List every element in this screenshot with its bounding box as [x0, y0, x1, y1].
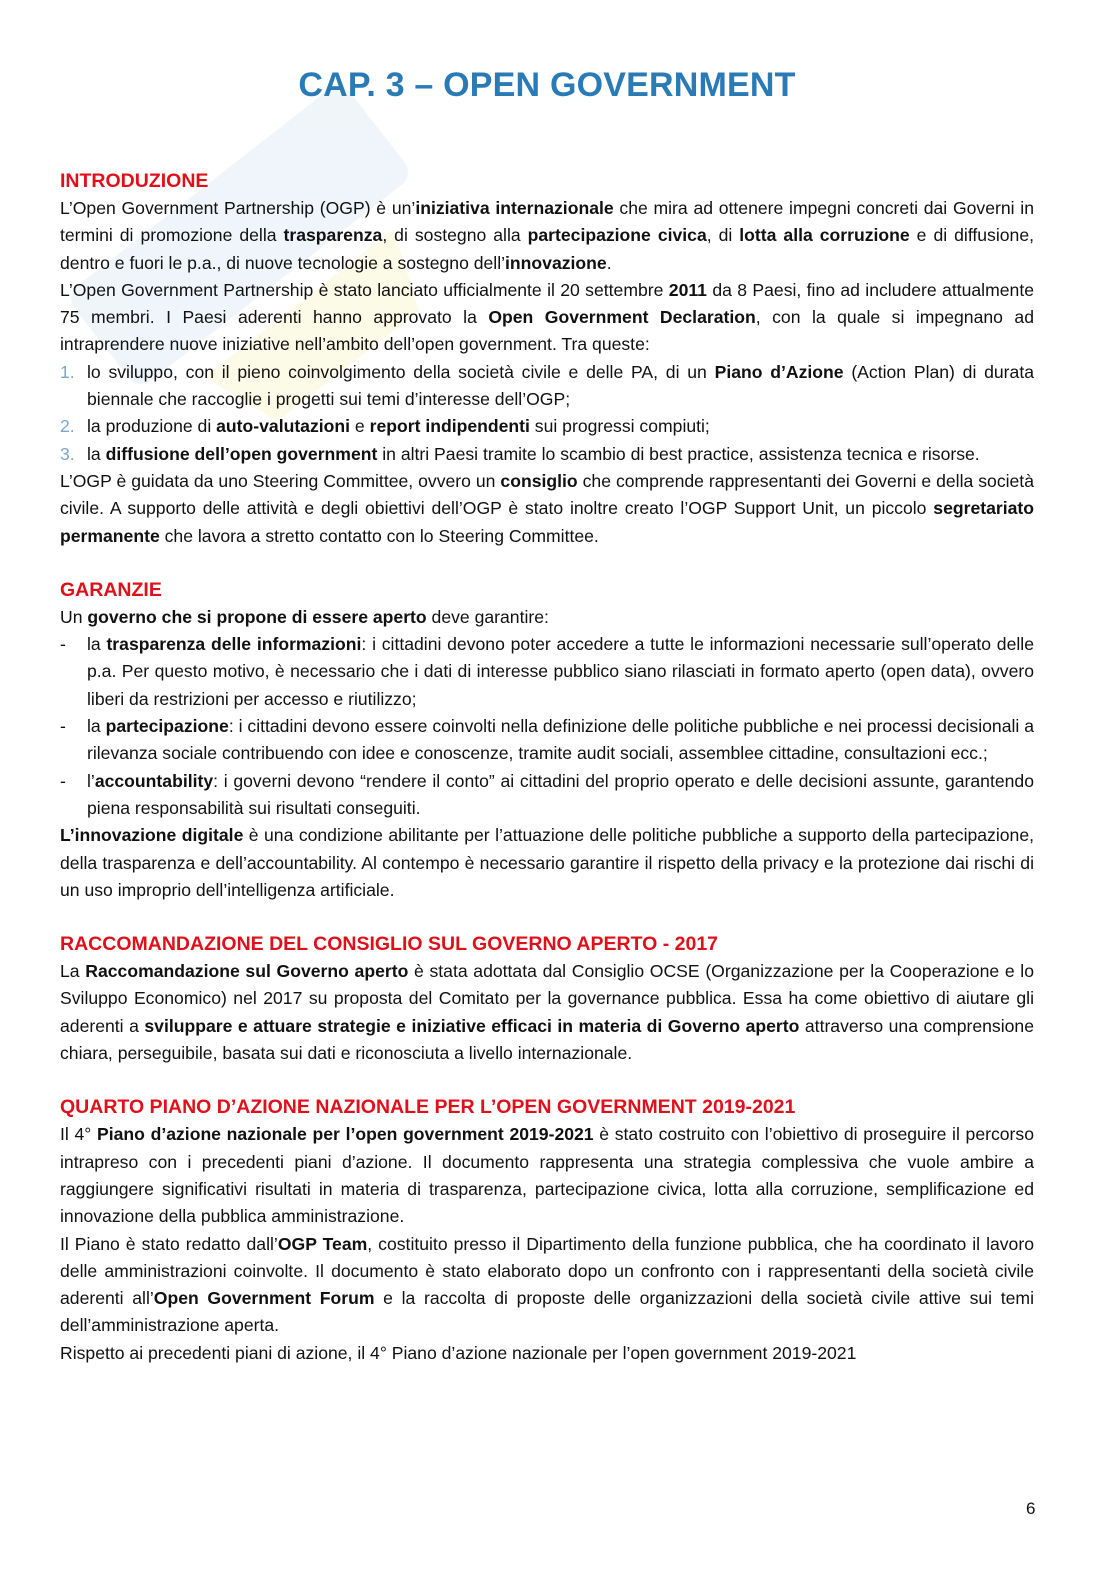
list-item: 2. la produzione di auto-valutazioni e report indipendenti sui progressi compiuti;: [60, 416, 710, 437]
paragraph: L’Open Government Partnership è stato lanciato ufficialmente il 20 settembre 2011 da 8 Paesi, fino ad includere attualmente 75 membri. I Paesi aderenti hanno approvato la Open Government Declaration, con la quale si impegnano ad intraprendere nuove iniziative nell’ambito dell’open government. Tra queste:: [60, 279, 1034, 355]
paragraph: L’innovazione digitale è una condizione abilitante per l’attuazione delle politiche pubbliche a supporto della partecipazione, della trasparenza e dell’accountability. Al contempo è necessario garantire il rispetto della privacy e la protezione dai rischi di un uso improprio dell’intelligenza artificiale.: [60, 825, 1034, 900]
paragraph: Il 4° Piano d’azione nazionale per l’open government 2019-2021 è stato costruito con l’obiettivo di proseguire il percorso intrapreso con i precedenti piani d’azione. Il documento rappresenta una strategia complessiva che vuole ambire a raggiungere significativi risultati in materia di trasparenza, partecipazione civica, lotta alla corruzione, semplificazione ed innovazione della pubblica amministrazione.: [60, 1124, 1034, 1227]
section-heading: INTRODUZIONE: [60, 170, 209, 192]
list-item: 1. lo sviluppo, con il pieno coinvolgimento della società civile e delle PA, di un Piano d’Azione (Action Plan) di durata biennale che raccoglie i progetti sui temi d’interesse dell’OGP;: [60, 361, 1034, 410]
paragraph: La Raccomandazione sul Governo aperto è stata adottata dal Consiglio OCSE (Organizzazione per la Cooperazione e lo Sviluppo Economico) nel 2017 su proposta del Comitato per la governance pubblica. Essa ha come obiettivo di aiutare gli aderenti a sviluppare e attuare strategie e iniziative efficaci in materia di Governo aperto attraverso una comprensione chiara, perseguibile, basata sui dati e riconosciuta a livello internazionale.: [60, 961, 1034, 1064]
numbered-list: [60, 359, 1034, 468]
section-introduzione: [60, 168, 1034, 550]
list-item: - la partecipazione: i cittadini devono essere coinvolti nella definizione delle politiche pubbliche e nei processi decisionali a rilevanza sociale contribuendo con idee e conoscenze, tramite audit sociali, assemblee cittadine, consultazioni ecc.;: [60, 716, 1034, 764]
document-body: [60, 168, 1034, 1367]
paragraph: L’OGP è guidata da uno Steering Committee, ovvero un consiglio che comprende rappresentanti dei Governi e della società civile. A supporto delle attività e degli obiettivi dell’OGP è stato inoltre creato l’OGP Support Unit, un piccolo segretariato permanente che lavora a stretto contatto con lo Steering Committee.: [60, 470, 1034, 546]
section-garanzie: [60, 577, 1034, 904]
list-item: - la trasparenza delle informazioni: i cittadini devono poter accedere a tutte le informazioni necessarie sull’operato delle p.a. Per questo motivo, è necessario che i dati di interesse pubblico siano rilasciati in formato aperto (open data), ovvero liberi da restrizioni per accesso e riutilizzo;: [60, 634, 1034, 709]
page-title: CAP. 3 – OPEN GOVERNMENT: [298, 66, 796, 104]
section-quarto-piano: [60, 1094, 1034, 1367]
bullet-list: [60, 631, 1034, 822]
list-item: 3. la diffusione dell’open government in altri Paesi tramite lo scambio di best practice, assistenza tecnica e risorse.: [60, 443, 980, 464]
paragraph: Un governo che si propone di essere aperto deve garantire:: [60, 606, 549, 627]
paragraph: Il Piano è stato redatto dall’OGP Team, costituito presso il Dipartimento della funzione pubblica, che ha coordinato il lavoro delle amministrazioni coinvolte. Il documento è stato elaborato dopo un confronto con i rappresentanti della società civile aderenti all’Open Government Forum e la raccolta di proposte delle organizzazioni della società civile attive sui temi dell’amministrazione aperta.: [60, 1233, 1034, 1336]
section-heading: GARANZIE: [60, 578, 162, 601]
section-heading: RACCOMANDAZIONE DEL CONSIGLIO SUL GOVERNO APERTO - 2017: [60, 933, 719, 956]
section-heading: QUARTO PIANO D’AZIONE NAZIONALE PER L’OPEN GOVERNMENT 2019-2021: [60, 1096, 796, 1119]
section-raccomandazione: [60, 931, 1034, 1067]
paragraph: L’Open Government Partnership (OGP) è un’iniziativa internazionale che mira ad ottenere impegni concreti dai Governi in termini di promozione della trasparenza, di sostegno alla partecipazione civica, di lotta alla corruzione e di diffusione, dentro e fuori le p.a., di nuove tecnologie a sostegno dell’innovazione.: [60, 198, 1035, 273]
page-number: 6: [1026, 1499, 1036, 1518]
paragraph: Rispetto ai precedenti piani di azione, il 4° Piano d’azione nazionale per l’open government 2019-2021: [60, 1342, 857, 1363]
list-item: - l’accountability: i governi devono “rendere il conto” ai cittadini del proprio operato e delle decisioni assunte, garantendo piena responsabilità sui risultati conseguiti.: [60, 770, 1034, 818]
